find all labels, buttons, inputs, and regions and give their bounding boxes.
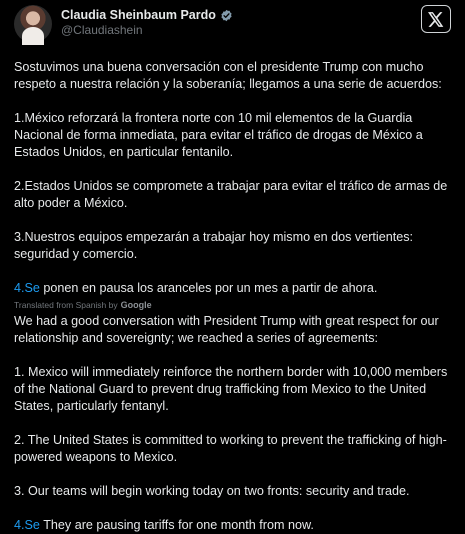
post-text <box>14 59 451 534</box>
translation-attribution <box>14 300 451 311</box>
spanish-point-4-text: ponen en pausa los aranceles por un mes a partir de ahora. <box>39 281 378 295</box>
author-display-name[interactable]: Claudia Sheinbaum Pardo <box>61 8 216 22</box>
english-point-1: 1. Mexico will immediately reinforce the northern border with 10,000 members of the National Guard to prevent drug trafficking from Mexico to the United States, particularly fentanyl. <box>14 365 448 413</box>
spanish-point-4-link[interactable]: 4.Se <box>14 281 40 295</box>
spanish-point-2: 2.Estados Unidos se compromete a trabajar para evitar el tráfico de armas de alto poder a México. <box>14 179 448 210</box>
verified-badge-icon <box>220 9 233 22</box>
english-intro: We had a good conversation with President Trump with great respect for our relationship and sovereignty; we reached a series of agreements: <box>14 314 439 345</box>
x-logo-icon[interactable] <box>421 5 451 33</box>
google-logo-icon: Google <box>120 300 152 310</box>
spanish-intro: Sostuvimos una buena conversación con el presidente Trump con mucho respeto a nuestra relación y la soberanía; llegamos a una serie de acuerdos: <box>14 60 442 91</box>
author-info <box>61 8 233 38</box>
english-point-2: 2. The United States is committed to working to prevent the trafficking of high-powered weapons to Mexico. <box>14 433 447 464</box>
spanish-point-3: 3.Nuestros equipos empezarán a trabajar hoy mismo en dos vertientes: seguridad y comercio. <box>14 230 414 261</box>
english-point-4-link[interactable]: 4.Se <box>14 518 40 532</box>
avatar[interactable] <box>14 5 52 43</box>
author-handle[interactable]: @Claudiashein <box>61 23 143 37</box>
name-row <box>61 8 233 23</box>
english-point-3: 3. Our teams will begin working today on two fronts: security and trade. <box>14 484 410 498</box>
translation-label: Translated from Spanish by <box>14 300 118 310</box>
spanish-point-4 <box>14 280 451 297</box>
spanish-point-1: 1.México reforzará la frontera norte con 10 mil elementos de la Guardia Nacional de forma inmediata, para evitar el tráfico de drogas de México a Estados Unidos, en particular fentanilo. <box>14 111 423 159</box>
english-point-4 <box>14 517 451 534</box>
post-header <box>14 8 451 50</box>
english-point-4-text: They are pausing tariffs for one month from now. <box>39 518 314 532</box>
